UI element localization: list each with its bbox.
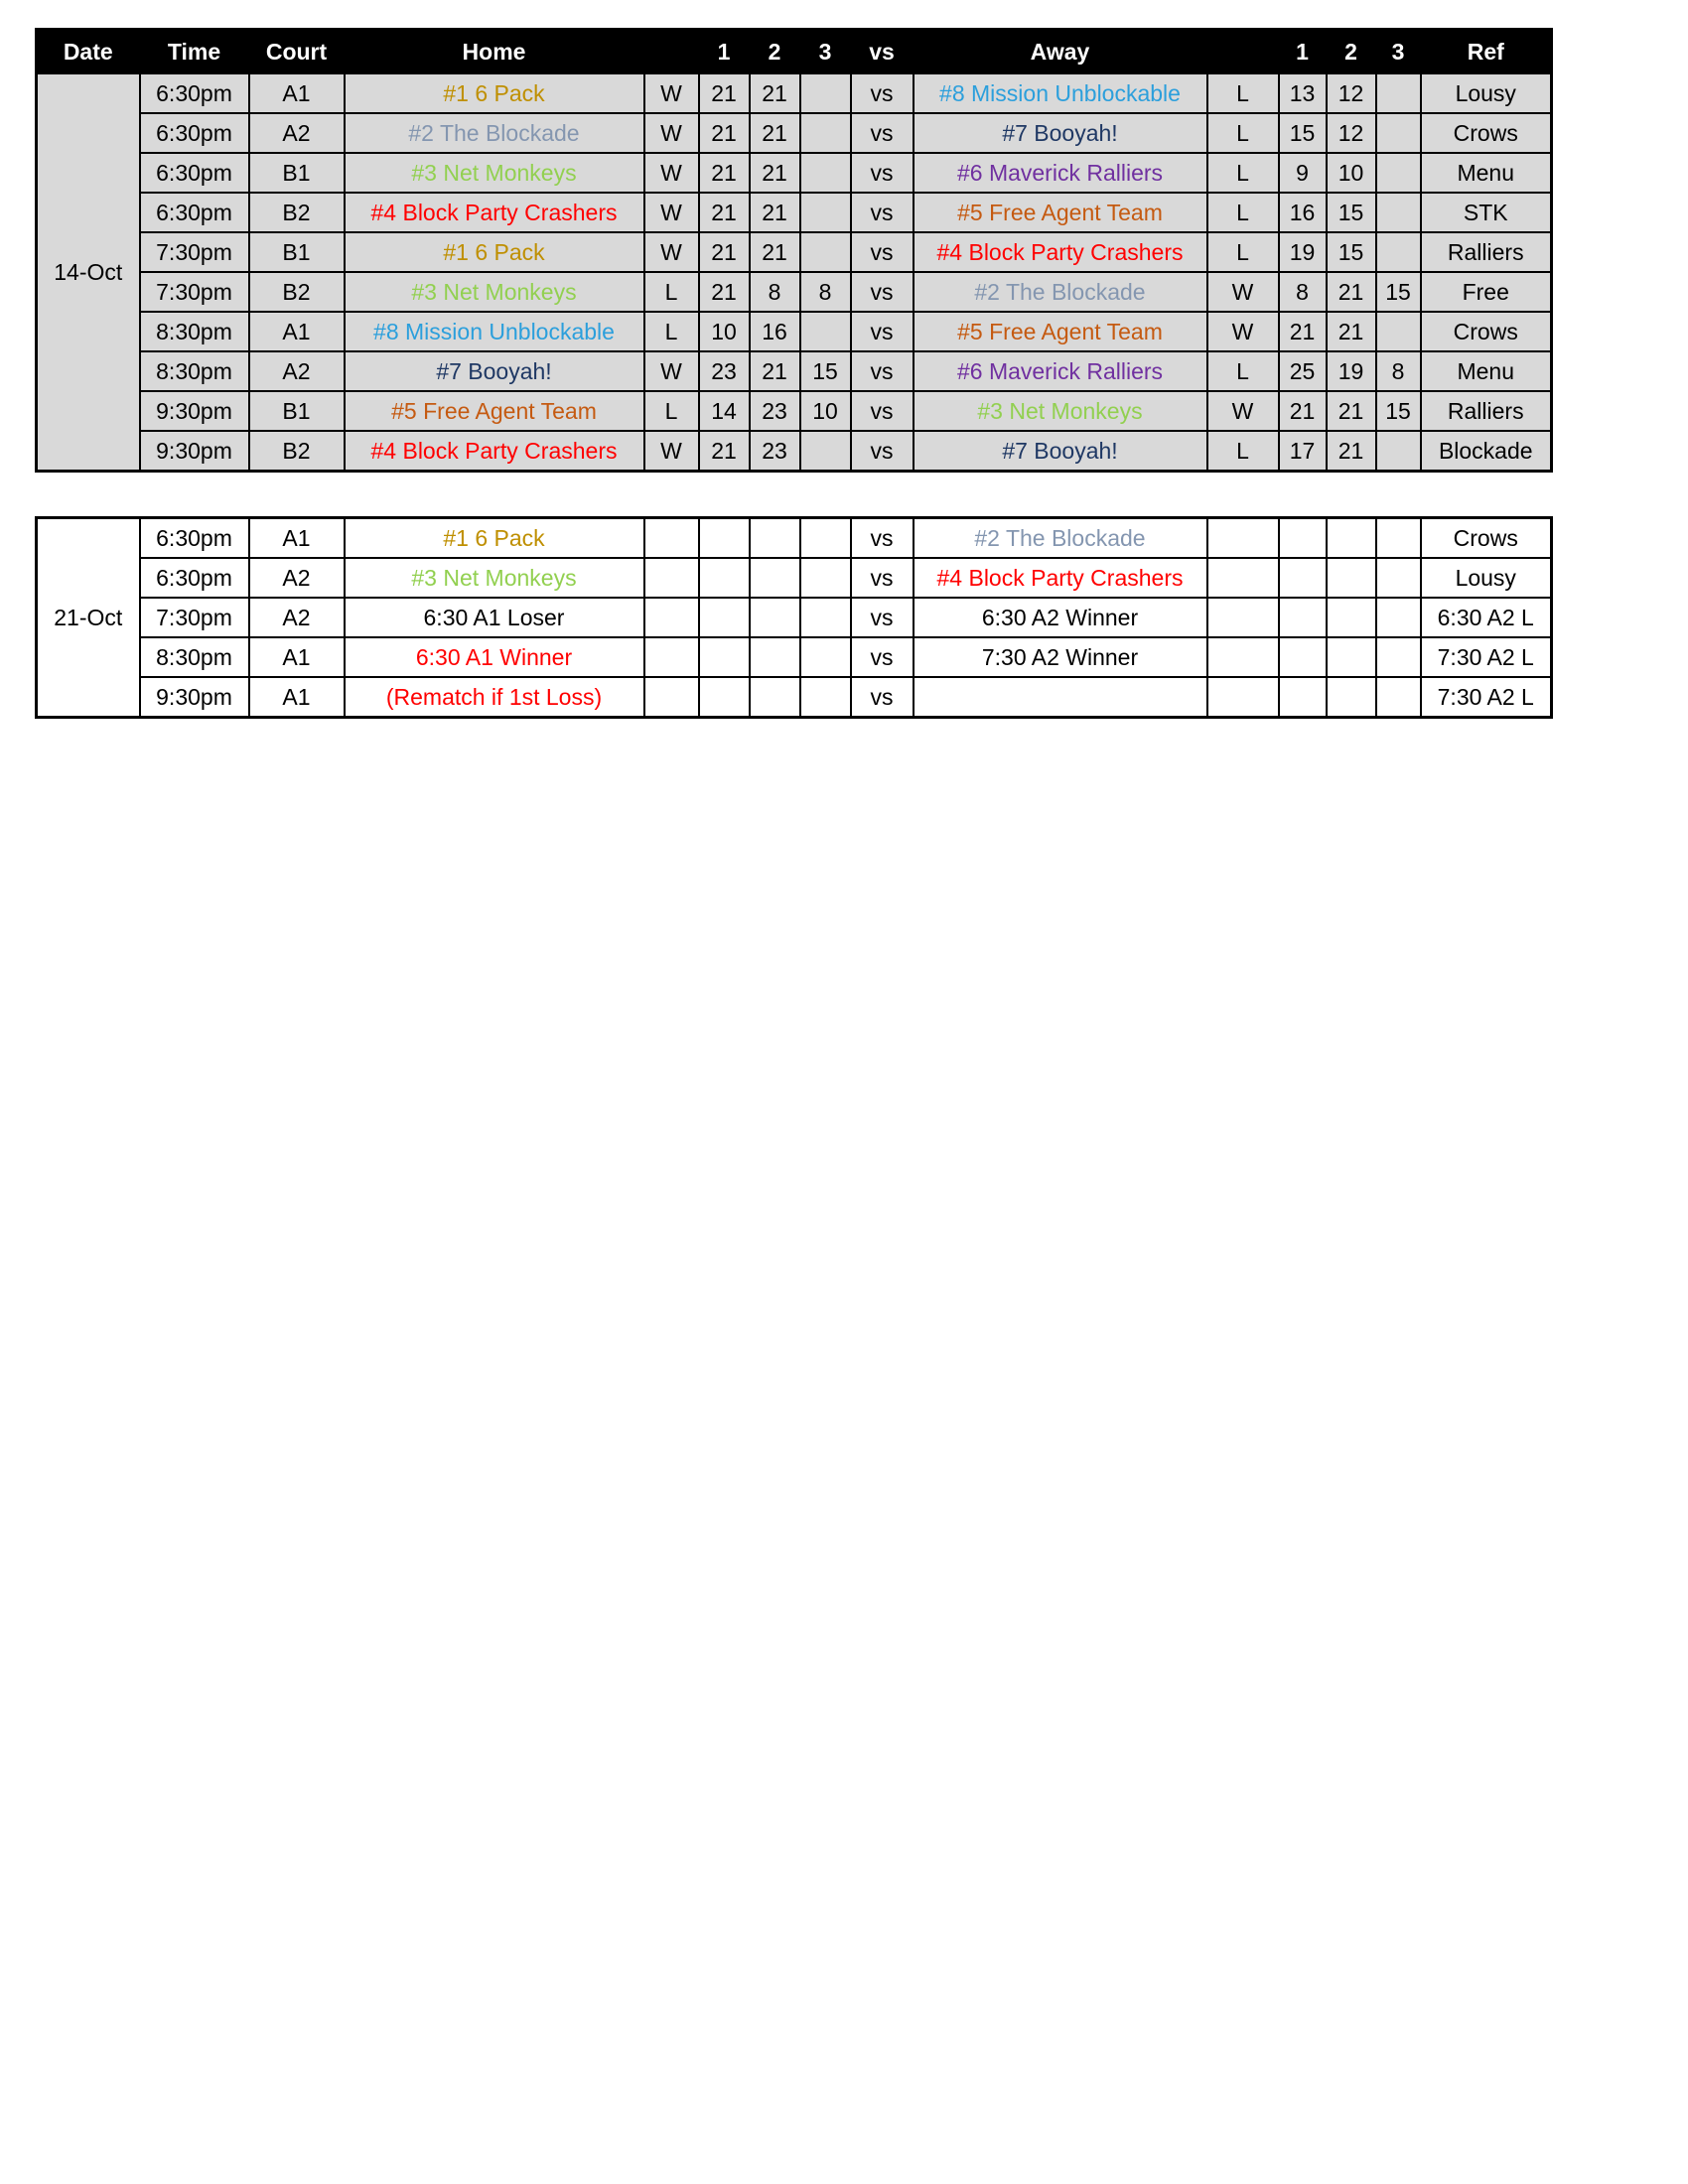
court-cell: A1 (249, 518, 345, 559)
away-game2-score-cell: 21 (1327, 312, 1376, 351)
date-cell: 21-Oct (37, 518, 140, 718)
court-cell: A2 (249, 351, 345, 391)
home-team-cell: #4 Block Party Crashers (345, 431, 644, 472)
away-game1-score-cell (1279, 637, 1327, 677)
match-row (37, 351, 1552, 391)
vs-cell: vs (851, 637, 914, 677)
week2-schedule-table (35, 516, 1553, 719)
home-game3-score-cell (800, 431, 851, 472)
away-game1-score-cell: 19 (1279, 232, 1327, 272)
home-result-cell (644, 637, 699, 677)
schedule-header (37, 30, 1552, 74)
away-team-cell: #4 Block Party Crashers (914, 232, 1207, 272)
home-game3-score-cell (800, 598, 851, 637)
away-game1-score-cell: 25 (1279, 351, 1327, 391)
ref-cell: Ralliers (1421, 232, 1552, 272)
home-team-cell: #1 6 Pack (345, 232, 644, 272)
match-row (37, 193, 1552, 232)
ref-cell: 7:30 A2 L (1421, 677, 1552, 718)
ref-cell: Blockade (1421, 431, 1552, 472)
home-game2-score-cell (750, 637, 800, 677)
away-game2-score-cell: 19 (1327, 351, 1376, 391)
home-team-cell: #2 The Blockade (345, 113, 644, 153)
away-team-cell: #6 Maverick Ralliers (914, 153, 1207, 193)
home-result-cell: W (644, 431, 699, 472)
away-game1-score-cell: 8 (1279, 272, 1327, 312)
vs-cell: vs (851, 272, 914, 312)
ref-cell: Free (1421, 272, 1552, 312)
home-game2-score-cell: 21 (750, 73, 800, 113)
home-game3-score-cell (800, 637, 851, 677)
home-game1-score-cell (699, 518, 750, 559)
match-row (37, 153, 1552, 193)
away-game3-score-cell (1376, 113, 1421, 153)
away-game3-score-cell (1376, 153, 1421, 193)
time-cell: 8:30pm (140, 312, 249, 351)
court-cell: B1 (249, 391, 345, 431)
home-result-cell: W (644, 113, 699, 153)
away-game2-score-cell (1327, 598, 1376, 637)
col-header-time: Time (140, 30, 249, 74)
home-game1-score-cell: 14 (699, 391, 750, 431)
away-result-cell: L (1207, 431, 1279, 472)
away-team-cell: #7 Booyah! (914, 431, 1207, 472)
home-team-cell: #8 Mission Unblockable (345, 312, 644, 351)
away-team-cell: #2 The Blockade (914, 518, 1207, 559)
home-game2-score-cell: 16 (750, 312, 800, 351)
date-cell: 14-Oct (37, 73, 140, 472)
home-game2-score-cell: 23 (750, 431, 800, 472)
home-game2-score-cell (750, 558, 800, 598)
home-team-cell: (Rematch if 1st Loss) (345, 677, 644, 718)
vs-cell: vs (851, 193, 914, 232)
away-team-cell (914, 677, 1207, 718)
ref-cell: Crows (1421, 312, 1552, 351)
time-cell: 6:30pm (140, 113, 249, 153)
col-header-home-game2: 2 (750, 30, 800, 74)
home-team-cell: #3 Net Monkeys (345, 272, 644, 312)
away-game3-score-cell: 15 (1376, 391, 1421, 431)
home-game2-score-cell: 21 (750, 113, 800, 153)
away-result-cell: W (1207, 312, 1279, 351)
home-game3-score-cell: 8 (800, 272, 851, 312)
match-row (37, 272, 1552, 312)
court-cell: B2 (249, 193, 345, 232)
home-game1-score-cell (699, 558, 750, 598)
away-game1-score-cell: 21 (1279, 312, 1327, 351)
home-game3-score-cell (800, 193, 851, 232)
home-game1-score-cell: 21 (699, 73, 750, 113)
away-game1-score-cell: 9 (1279, 153, 1327, 193)
away-game2-score-cell: 21 (1327, 391, 1376, 431)
away-game1-score-cell: 15 (1279, 113, 1327, 153)
home-game3-score-cell (800, 558, 851, 598)
home-game3-score-cell (800, 677, 851, 718)
col-header-away-result (1207, 30, 1279, 74)
col-header-ref: Ref (1421, 30, 1552, 74)
away-game3-score-cell (1376, 312, 1421, 351)
home-result-cell: L (644, 391, 699, 431)
away-game2-score-cell: 10 (1327, 153, 1376, 193)
home-game2-score-cell: 21 (750, 351, 800, 391)
away-game1-score-cell: 17 (1279, 431, 1327, 472)
home-result-cell: W (644, 153, 699, 193)
away-game1-score-cell: 13 (1279, 73, 1327, 113)
away-team-cell: #5 Free Agent Team (914, 312, 1207, 351)
home-result-cell (644, 558, 699, 598)
court-cell: B2 (249, 431, 345, 472)
col-header-court: Court (249, 30, 345, 74)
court-cell: A1 (249, 73, 345, 113)
away-result-cell (1207, 598, 1279, 637)
away-game1-score-cell: 21 (1279, 391, 1327, 431)
home-result-cell: W (644, 73, 699, 113)
away-game2-score-cell (1327, 637, 1376, 677)
away-result-cell: W (1207, 272, 1279, 312)
away-game3-score-cell (1376, 431, 1421, 472)
home-game3-score-cell (800, 113, 851, 153)
home-result-cell (644, 677, 699, 718)
away-result-cell (1207, 637, 1279, 677)
time-cell: 6:30pm (140, 153, 249, 193)
col-header-date: Date (37, 30, 140, 74)
home-game2-score-cell: 21 (750, 153, 800, 193)
home-game3-score-cell: 10 (800, 391, 851, 431)
away-game2-score-cell (1327, 677, 1376, 718)
away-game2-score-cell: 15 (1327, 193, 1376, 232)
match-row (37, 391, 1552, 431)
match-row (37, 598, 1552, 637)
court-cell: A1 (249, 637, 345, 677)
court-cell: A2 (249, 558, 345, 598)
ref-cell: Ralliers (1421, 391, 1552, 431)
match-row (37, 518, 1552, 559)
away-game2-score-cell (1327, 558, 1376, 598)
col-header-away-game3: 3 (1376, 30, 1421, 74)
away-game3-score-cell (1376, 637, 1421, 677)
away-game3-score-cell: 15 (1376, 272, 1421, 312)
home-result-cell: W (644, 232, 699, 272)
col-header-home-game3: 3 (800, 30, 851, 74)
away-result-cell: L (1207, 232, 1279, 272)
home-game1-score-cell (699, 677, 750, 718)
home-game2-score-cell: 21 (750, 232, 800, 272)
home-team-cell: #1 6 Pack (345, 518, 644, 559)
match-row (37, 232, 1552, 272)
ref-cell: 6:30 A2 L (1421, 598, 1552, 637)
home-team-cell: #5 Free Agent Team (345, 391, 644, 431)
home-team-cell: 6:30 A1 Winner (345, 637, 644, 677)
vs-cell: vs (851, 153, 914, 193)
home-team-cell: #7 Booyah! (345, 351, 644, 391)
col-header-home-result (644, 30, 699, 74)
col-header-home-game1: 1 (699, 30, 750, 74)
away-result-cell (1207, 677, 1279, 718)
home-team-cell: #3 Net Monkeys (345, 558, 644, 598)
home-game1-score-cell: 21 (699, 272, 750, 312)
home-game3-score-cell (800, 312, 851, 351)
home-team-cell: 6:30 A1 Loser (345, 598, 644, 637)
court-cell: B1 (249, 153, 345, 193)
court-cell: B2 (249, 272, 345, 312)
time-cell: 6:30pm (140, 518, 249, 559)
time-cell: 9:30pm (140, 431, 249, 472)
match-row (37, 677, 1552, 718)
away-result-cell: L (1207, 193, 1279, 232)
away-result-cell (1207, 558, 1279, 598)
time-cell: 7:30pm (140, 232, 249, 272)
vs-cell: vs (851, 351, 914, 391)
col-header-away-game1: 1 (1279, 30, 1327, 74)
away-game3-score-cell (1376, 598, 1421, 637)
ref-cell: STK (1421, 193, 1552, 232)
home-game3-score-cell (800, 73, 851, 113)
home-game3-score-cell (800, 153, 851, 193)
vs-cell: vs (851, 598, 914, 637)
col-header-home: Home (345, 30, 644, 74)
time-cell: 7:30pm (140, 598, 249, 637)
home-game1-score-cell: 21 (699, 431, 750, 472)
away-team-cell: #6 Maverick Ralliers (914, 351, 1207, 391)
away-game1-score-cell: 16 (1279, 193, 1327, 232)
col-header-vs: vs (851, 30, 914, 74)
home-game1-score-cell: 21 (699, 113, 750, 153)
away-game3-score-cell (1376, 232, 1421, 272)
home-result-cell: L (644, 272, 699, 312)
away-result-cell: L (1207, 113, 1279, 153)
home-game3-score-cell: 15 (800, 351, 851, 391)
col-header-away: Away (914, 30, 1207, 74)
vs-cell: vs (851, 677, 914, 718)
match-row (37, 431, 1552, 472)
home-game1-score-cell: 10 (699, 312, 750, 351)
away-game1-score-cell (1279, 598, 1327, 637)
away-game1-score-cell (1279, 518, 1327, 559)
header-row (37, 30, 1552, 74)
vs-cell: vs (851, 558, 914, 598)
away-team-cell: 7:30 A2 Winner (914, 637, 1207, 677)
ref-cell: Lousy (1421, 558, 1552, 598)
court-cell: A1 (249, 312, 345, 351)
week1-schedule-table (35, 28, 1553, 473)
match-row (37, 73, 1552, 113)
home-team-cell: #3 Net Monkeys (345, 153, 644, 193)
away-game2-score-cell: 21 (1327, 272, 1376, 312)
time-cell: 8:30pm (140, 637, 249, 677)
vs-cell: vs (851, 232, 914, 272)
home-game3-score-cell (800, 232, 851, 272)
time-cell: 9:30pm (140, 391, 249, 431)
away-game2-score-cell: 21 (1327, 431, 1376, 472)
court-cell: B1 (249, 232, 345, 272)
match-row (37, 113, 1552, 153)
away-result-cell: L (1207, 153, 1279, 193)
court-cell: A2 (249, 113, 345, 153)
ref-cell: Crows (1421, 113, 1552, 153)
vs-cell: vs (851, 391, 914, 431)
away-game3-score-cell (1376, 73, 1421, 113)
vs-cell: vs (851, 113, 914, 153)
home-result-cell: W (644, 193, 699, 232)
home-result-cell (644, 518, 699, 559)
match-row (37, 312, 1552, 351)
away-game3-score-cell (1376, 558, 1421, 598)
ref-cell: Menu (1421, 351, 1552, 391)
away-team-cell: #4 Block Party Crashers (914, 558, 1207, 598)
ref-cell: 7:30 A2 L (1421, 637, 1552, 677)
home-game1-score-cell (699, 598, 750, 637)
home-team-cell: #1 6 Pack (345, 73, 644, 113)
home-game1-score-cell (699, 637, 750, 677)
away-result-cell: L (1207, 73, 1279, 113)
col-header-away-game2: 2 (1327, 30, 1376, 74)
match-row (37, 637, 1552, 677)
home-game1-score-cell: 21 (699, 153, 750, 193)
ref-cell: Lousy (1421, 73, 1552, 113)
away-team-cell: #2 The Blockade (914, 272, 1207, 312)
court-cell: A1 (249, 677, 345, 718)
ref-cell: Menu (1421, 153, 1552, 193)
home-game2-score-cell: 8 (750, 272, 800, 312)
away-game2-score-cell (1327, 518, 1376, 559)
away-game1-score-cell (1279, 558, 1327, 598)
home-game2-score-cell: 21 (750, 193, 800, 232)
away-game1-score-cell (1279, 677, 1327, 718)
time-cell: 7:30pm (140, 272, 249, 312)
home-game2-score-cell (750, 677, 800, 718)
court-cell: A2 (249, 598, 345, 637)
home-result-cell: L (644, 312, 699, 351)
home-game1-score-cell: 23 (699, 351, 750, 391)
away-game2-score-cell: 15 (1327, 232, 1376, 272)
home-game1-score-cell: 21 (699, 232, 750, 272)
time-cell: 8:30pm (140, 351, 249, 391)
home-game2-score-cell: 23 (750, 391, 800, 431)
home-game1-score-cell: 21 (699, 193, 750, 232)
vs-cell: vs (851, 73, 914, 113)
home-team-cell: #4 Block Party Crashers (345, 193, 644, 232)
away-game3-score-cell (1376, 193, 1421, 232)
away-team-cell: #5 Free Agent Team (914, 193, 1207, 232)
home-game2-score-cell (750, 518, 800, 559)
time-cell: 9:30pm (140, 677, 249, 718)
vs-cell: vs (851, 431, 914, 472)
away-game3-score-cell: 8 (1376, 351, 1421, 391)
away-team-cell: #7 Booyah! (914, 113, 1207, 153)
away-result-cell (1207, 518, 1279, 559)
away-game2-score-cell: 12 (1327, 113, 1376, 153)
home-game3-score-cell (800, 518, 851, 559)
match-row (37, 558, 1552, 598)
away-team-cell: #3 Net Monkeys (914, 391, 1207, 431)
home-result-cell: W (644, 351, 699, 391)
home-result-cell (644, 598, 699, 637)
away-game3-score-cell (1376, 677, 1421, 718)
time-cell: 6:30pm (140, 558, 249, 598)
away-game2-score-cell: 12 (1327, 73, 1376, 113)
away-result-cell: W (1207, 391, 1279, 431)
away-game3-score-cell (1376, 518, 1421, 559)
time-cell: 6:30pm (140, 73, 249, 113)
away-team-cell: 6:30 A2 Winner (914, 598, 1207, 637)
home-game2-score-cell (750, 598, 800, 637)
ref-cell: Crows (1421, 518, 1552, 559)
away-result-cell: L (1207, 351, 1279, 391)
vs-cell: vs (851, 312, 914, 351)
vs-cell: vs (851, 518, 914, 559)
time-cell: 6:30pm (140, 193, 249, 232)
away-team-cell: #8 Mission Unblockable (914, 73, 1207, 113)
